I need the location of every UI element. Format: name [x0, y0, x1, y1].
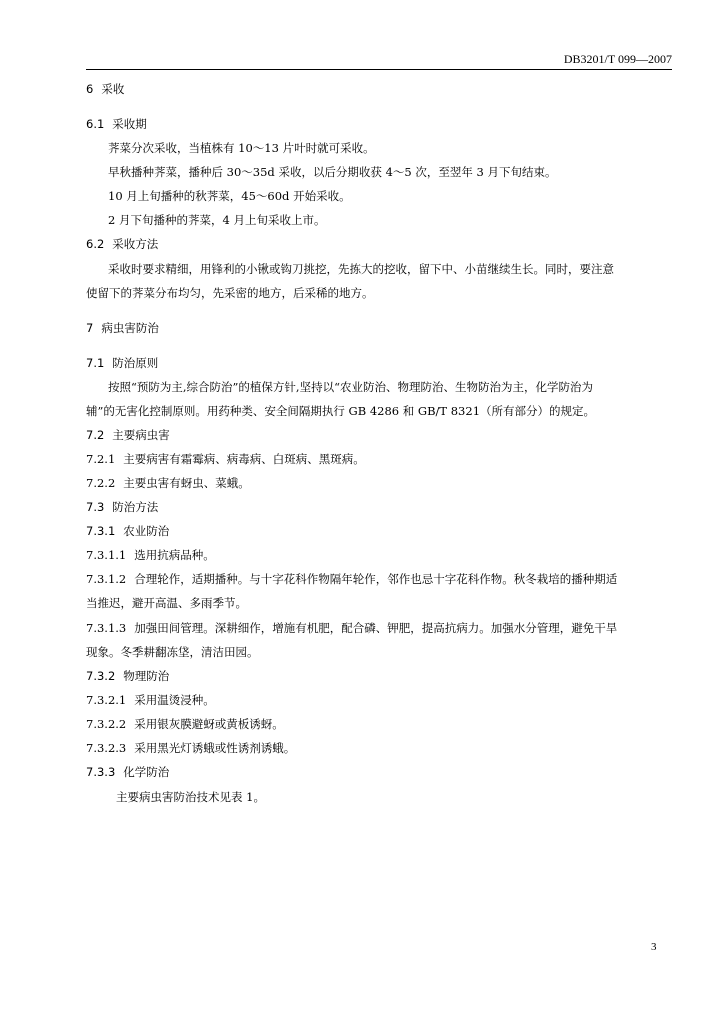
- section-heading: 7 病虫害防治: [86, 321, 159, 335]
- section-heading: 6 采收: [86, 82, 125, 96]
- paragraph: 当推迟，避开高温、多雨季节。: [86, 596, 247, 610]
- clause: 7.2.2 主要虫害有蚜虫、菜蛾。: [86, 476, 250, 490]
- section-heading: 7.2 主要病虫害: [86, 428, 170, 442]
- clause: 7.3.1.1 选用抗病品种。: [86, 548, 215, 562]
- header-rule: [86, 69, 672, 70]
- paragraph: 按照“预防为主,综合防治”的植保方针,坚持以“农业防治、物理防治、生物防治为主，化学防治为: [108, 380, 593, 394]
- section-heading: 7.3.2 物理防治: [86, 669, 170, 683]
- paragraph: 辅”的无害化控制原则。用药种类、安全间隔期执行 GB 4286 和 GB/T 8321（所有部分）的规定。: [86, 404, 596, 418]
- clause: 7.3.1.2 合理轮作，适期播种。与十字花科作物隔年轮作，邻作也忌十字花科作物。秋冬栽培的播种期适: [86, 572, 618, 586]
- section-heading: 7.3.3 化学防治: [86, 765, 170, 779]
- clause: 7.2.1 主要病害有霜霉病、病毒病、白斑病、黑斑病。: [86, 452, 365, 466]
- paragraph: 早秋播种荠菜，播种后 30～35d 采收，以后分期收获 4～5 次，至翌年 3 月下旬结束。: [108, 165, 557, 179]
- clause: 7.3.2.1 采用温烫浸种。: [86, 693, 215, 707]
- paragraph: 主要病虫害防治技术见表 1。: [116, 790, 265, 804]
- section-heading: 7.3.1 农业防治: [86, 524, 170, 538]
- clause: 7.3.1.3 加强田间管理。深耕细作，增施有机肥，配合磷、钾肥，提高抗病力。加强水分管理，避免干旱: [86, 621, 618, 635]
- section-heading: 6.2 采收方法: [86, 237, 159, 251]
- section-heading: 7.3 防治方法: [86, 500, 159, 514]
- paragraph: 荠菜分次采收，当植株有 10～13 片叶时就可采收。: [108, 141, 375, 155]
- paragraph: 使留下的荠菜分布均匀，先采密的地方，后采稀的地方。: [86, 286, 374, 300]
- paragraph: 10 月上旬播种的秋荠菜，45～60d 开始采收。: [108, 189, 351, 203]
- section-heading: 7.1 防治原则: [86, 356, 159, 370]
- section-heading: 6.1 采收期: [86, 117, 147, 131]
- paragraph: 2 月下旬播种的荠菜，4 月上旬采收上市。: [108, 213, 326, 227]
- paragraph: 采收时要求精细，用锋利的小锹或钩刀挑挖，先拣大的挖收，留下中、小苗继续生长。同时，要注意: [108, 262, 614, 276]
- clause: 7.3.2.2 采用银灰膜避蚜或黄板诱蚜。: [86, 717, 284, 731]
- document-code: DB3201/T 099—2007: [563, 52, 672, 66]
- clause: 7.3.2.3 采用黑光灯诱蛾或性诱剂诱蛾。: [86, 741, 296, 755]
- page-number: 3: [651, 941, 657, 953]
- paragraph: 现象。冬季耕翻冻垡，清洁田园。: [86, 645, 259, 659]
